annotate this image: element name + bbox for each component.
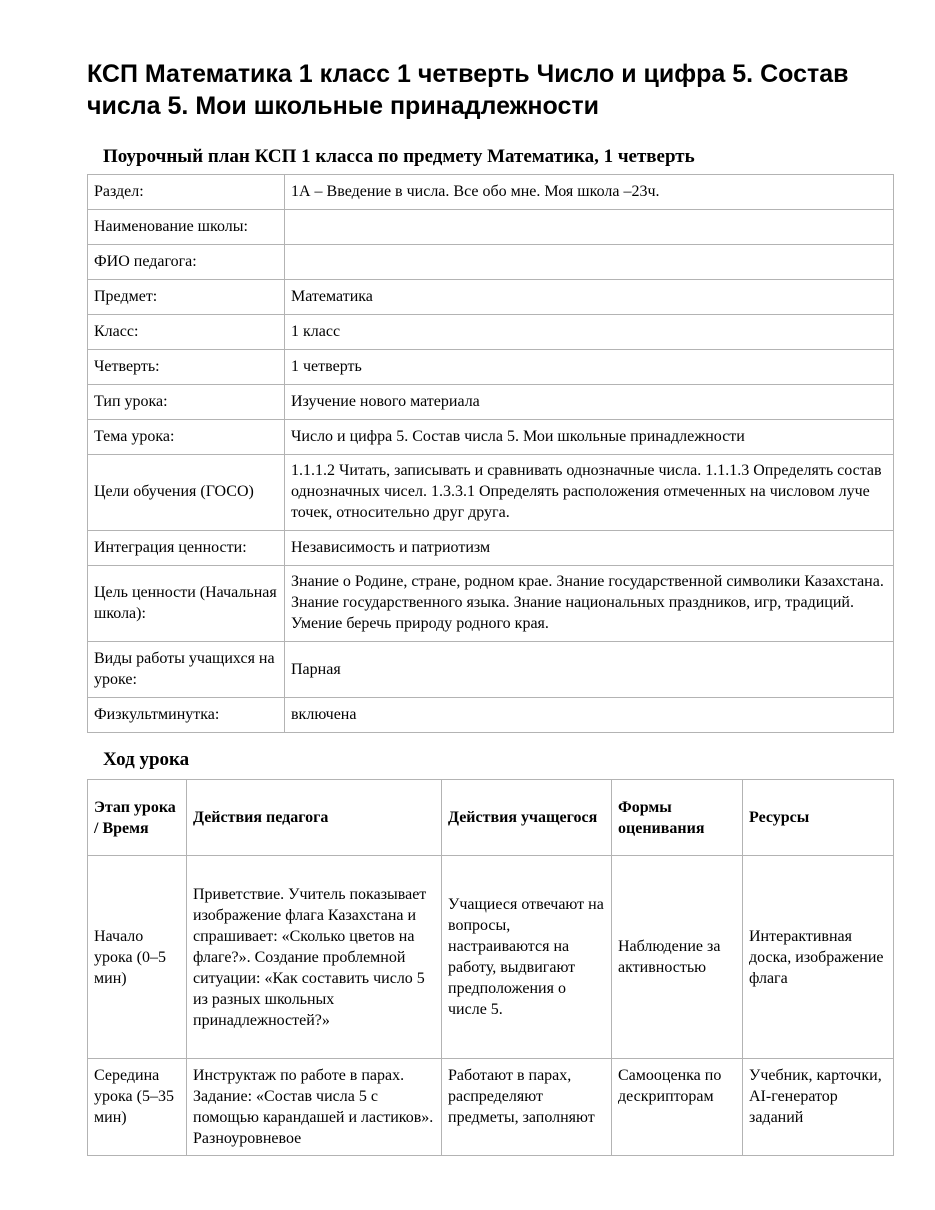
info-value: Изучение нового материала	[285, 385, 894, 420]
info-value: Математика	[285, 280, 894, 315]
info-value: включена	[285, 698, 894, 733]
info-row-lesson-topic	[88, 420, 894, 455]
info-row-lesson-type	[88, 385, 894, 420]
info-row-quarter	[88, 350, 894, 385]
info-row-learning-goals	[88, 455, 894, 531]
header-resources: Ресурсы	[743, 780, 894, 856]
info-value	[285, 210, 894, 245]
assessment-cell: Наблюдение за активностью	[612, 856, 743, 1059]
teacher-actions-cell: Приветствие. Учитель показывает изображение флага Казахстана и спрашивает: «Сколько цветов на флаге?». Создание проблемной ситуации: «Как составить число 5 из разных школьных принадлежностей?»	[187, 856, 442, 1059]
info-row-subject	[88, 280, 894, 315]
assessment-cell: Самооценка по дескрипторам	[612, 1059, 743, 1156]
info-row-value-goal	[88, 566, 894, 642]
info-row-section	[88, 175, 894, 210]
info-value: 1А – Введение в числа. Все обо мне. Моя школа –23ч.	[285, 175, 894, 210]
info-label: Интеграция ценности:	[88, 531, 285, 566]
info-row-exercise-break	[88, 698, 894, 733]
lesson-info-table	[87, 174, 894, 733]
lesson-header-row	[88, 780, 894, 856]
plan-heading: Поурочный план КСП 1 класса по предмету Математика, 1 четверть	[103, 146, 695, 167]
resources-cell: Интерактивная доска, изображение флага	[743, 856, 894, 1059]
header-student-actions: Действия учащегося	[442, 780, 612, 856]
header-assessment: Формы оценивания	[612, 780, 743, 856]
lesson-row-middle	[88, 1059, 894, 1156]
student-actions-cell: Учащиеся отвечают на вопросы, настраиваются на работу, выдвигают предположения о числе 5.	[442, 856, 612, 1059]
info-label: Наименование школы:	[88, 210, 285, 245]
info-value: 1.1.1.2 Читать, записывать и сравнивать однозначные числа. 1.1.1.3 Определять состав однозначных чисел. 1.3.3.1 Определять расположения отмеченных на числовом луче точек, относительно друг друга.	[285, 455, 894, 531]
info-value: Знание о Родине, стране, родном крае. Знание государственной символики Казахстана. Знание государственного языка. Знание национальных праздников, игр, традиций. Умение беречь природу родного края.	[285, 566, 894, 642]
info-value: 1 класс	[285, 315, 894, 350]
info-value: Независимость и патриотизм	[285, 531, 894, 566]
info-label: Цели обучения (ГОСО)	[88, 455, 285, 531]
info-label: Предмет:	[88, 280, 285, 315]
info-label: Класс:	[88, 315, 285, 350]
info-label: Физкультминутка:	[88, 698, 285, 733]
document-page	[87, 58, 893, 1156]
info-value: Число и цифра 5. Состав числа 5. Мои школьные принадлежности	[285, 420, 894, 455]
info-value: Парная	[285, 642, 894, 698]
info-label: Цель ценности (Начальная школа):	[88, 566, 285, 642]
info-row-grade	[88, 315, 894, 350]
info-row-school	[88, 210, 894, 245]
info-label: Раздел:	[88, 175, 285, 210]
resources-cell: Учебник, карточки, AI-генератор заданий	[743, 1059, 894, 1156]
header-teacher-actions: Действия педагога	[187, 780, 442, 856]
lesson-progress-heading: Ход урока	[103, 749, 190, 770]
info-label: Тип урока:	[88, 385, 285, 420]
stage-cell: Начало урока (0–5 мин)	[88, 856, 187, 1059]
info-label: Четверть:	[88, 350, 285, 385]
document-title: КСП Математика 1 класс 1 четверть Число и цифра 5. Состав числа 5. Мои школьные принадлежности	[87, 60, 849, 120]
info-row-work-types	[88, 642, 894, 698]
info-label: Виды работы учащихся на уроке:	[88, 642, 285, 698]
info-row-value-integration	[88, 531, 894, 566]
info-value: 1 четверть	[285, 350, 894, 385]
info-label: Тема урока:	[88, 420, 285, 455]
lesson-row-start	[88, 856, 894, 1059]
lesson-progress-table	[87, 779, 894, 1156]
info-value	[285, 245, 894, 280]
teacher-actions-cell: Инструктаж по работе в парах. Задание: «Состав числа 5 с помощью карандашей и ластиков». Разноуровневое	[187, 1059, 442, 1156]
header-stage: Этап урока / Время	[88, 780, 187, 856]
info-row-teacher	[88, 245, 894, 280]
stage-cell: Середина урока (5–35 мин)	[88, 1059, 187, 1156]
info-label: ФИО педагога:	[88, 245, 285, 280]
student-actions-cell: Работают в парах, распределяют предметы, заполняют	[442, 1059, 612, 1156]
